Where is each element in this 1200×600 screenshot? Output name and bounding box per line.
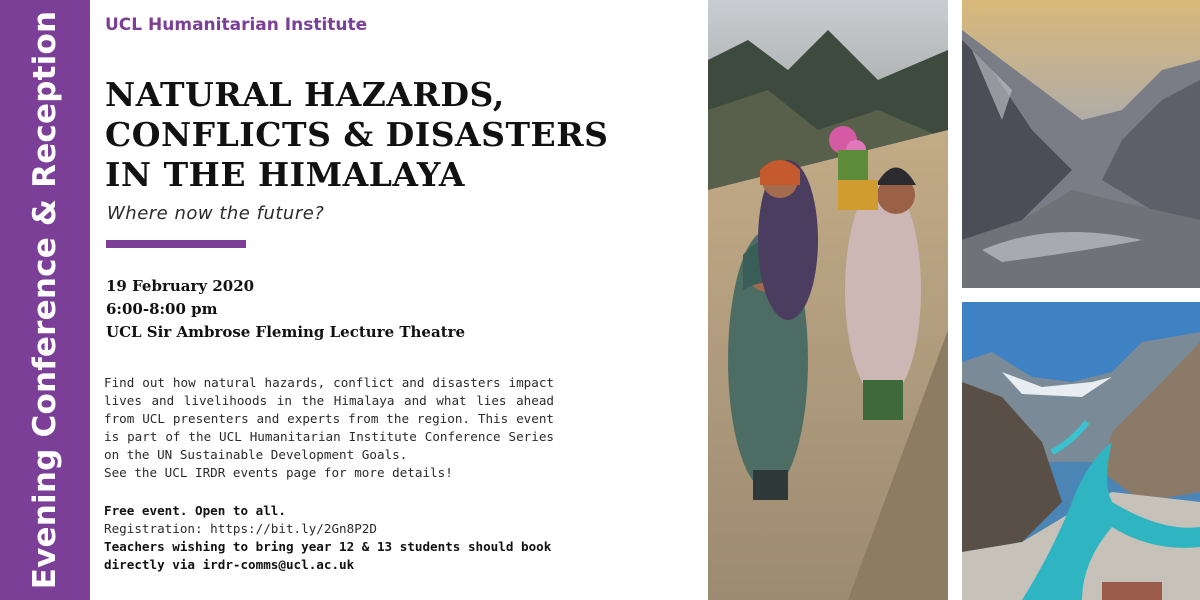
event-title-line: NATURAL HAZARDS, xyxy=(105,75,505,114)
accent-divider xyxy=(106,240,246,248)
organization-name: UCL Humanitarian Institute xyxy=(105,15,368,35)
side-band-text: Evening Conference & Reception xyxy=(27,10,63,590)
event-details xyxy=(104,502,564,574)
event-title-line: IN THE HIMALAYA xyxy=(105,155,465,194)
children-photo-art xyxy=(708,0,948,600)
teachers-note-line: Teachers wishing to bring year 12 & 13 students should book xyxy=(104,539,552,554)
description-paragraph: Find out how natural hazards, conflict and disasters impact lives and livelihoods in the Himalaya and what lies ahead from UCL presenters and experts from the region. This event is part of the UCL Humanitarian Institute Conference Series on the UN Sustainable Development Goals. xyxy=(104,375,554,462)
registration-link[interactable]: Registration: https://bit.ly/2Gn8P2D xyxy=(104,521,377,536)
river-photo-art xyxy=(962,302,1200,600)
event-date: 19 February 2020 xyxy=(106,277,255,295)
description-more-info: See the UCL IRDR events page for more details! xyxy=(104,465,453,480)
river-confluence-photo xyxy=(962,302,1200,600)
event-info xyxy=(106,275,465,344)
free-event-note: Free event. Open to all. xyxy=(104,503,286,518)
event-subtitle: Where now the future? xyxy=(107,203,325,224)
mountain-valley-photo xyxy=(962,0,1200,288)
event-time: 6:00-8:00 pm xyxy=(106,300,218,318)
children-walking-photo xyxy=(708,0,948,600)
event-title-line: CONFLICTS & DISASTERS xyxy=(105,115,609,154)
side-band xyxy=(0,0,90,600)
teachers-note-line: directly via irdr-comms@ucl.ac.uk xyxy=(104,557,355,572)
mountain-photo-art xyxy=(962,0,1200,288)
event-description xyxy=(104,374,554,482)
flyer-content xyxy=(90,0,708,600)
event-venue: UCL Sir Ambrose Fleming Lecture Theatre xyxy=(106,323,466,341)
event-title xyxy=(105,75,665,195)
